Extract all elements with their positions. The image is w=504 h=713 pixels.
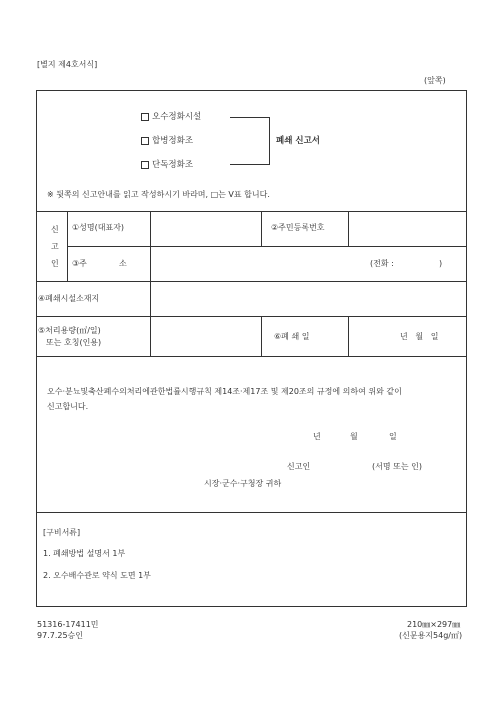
capacity-field[interactable] bbox=[151, 317, 260, 355]
address-label: ③주 bbox=[72, 259, 87, 268]
bracket-vertical bbox=[269, 117, 270, 165]
name-field[interactable] bbox=[151, 212, 260, 245]
checkbox-sewage-facility[interactable] bbox=[141, 113, 149, 121]
capacity-label-alt: 또는 호칭(인용) bbox=[46, 338, 102, 347]
resident-number-label: ②주민등록번호 bbox=[271, 223, 325, 232]
signer-label: 신고인 bbox=[287, 462, 311, 471]
checkbox-combined-septic[interactable] bbox=[141, 137, 149, 145]
page-side-label: (앞쪽) bbox=[424, 76, 446, 85]
instruction-text: ※ 뒷쪽의 신고안내를 읽고 작성하시기 바라며, □는 V표 합니다. bbox=[47, 190, 270, 199]
section-label-char: 인 bbox=[51, 259, 59, 268]
approval-date: 97.7.25승인 bbox=[37, 631, 83, 640]
phone-label: (전화 : bbox=[370, 259, 394, 268]
option-combined-septic: 합병정화조 bbox=[152, 136, 194, 146]
section-label-char: 고 bbox=[51, 242, 59, 251]
phone-close: ) bbox=[439, 259, 443, 268]
document-item: 2. 오수배수관로 약식 도면 1부 bbox=[43, 571, 151, 580]
bracket-bottom bbox=[230, 164, 270, 165]
closure-date-label: ⑥폐 쇄 일 bbox=[274, 332, 310, 341]
paper-type: (신문용지54g/㎡) bbox=[399, 631, 463, 640]
checkbox-single-septic[interactable] bbox=[141, 161, 149, 169]
signature-note: (서명 또는 인) bbox=[372, 462, 422, 471]
date-year: 년 bbox=[313, 432, 321, 441]
addressee: 시장·군수·구청장 귀하 bbox=[204, 479, 282, 488]
facility-location-field[interactable] bbox=[151, 282, 466, 315]
declaration-text-end: 신고합니다. bbox=[47, 402, 89, 411]
paper-size: 210㎜×297㎜ bbox=[407, 620, 461, 629]
option-single-septic: 단독정화조 bbox=[152, 160, 194, 170]
bracket-top bbox=[230, 117, 270, 118]
date-month: 월 bbox=[350, 432, 358, 441]
form-number: [별지 제4호서식] bbox=[37, 60, 98, 69]
section-label-char: 신 bbox=[51, 225, 59, 234]
form-code: 51316-17411민 bbox=[37, 620, 99, 629]
form-title: 폐쇄 신고서 bbox=[276, 136, 321, 146]
address-label-end: 소 bbox=[119, 259, 127, 268]
resident-number-field[interactable] bbox=[349, 212, 466, 245]
name-label: ①성명(대표자) bbox=[72, 223, 125, 232]
closure-date-field[interactable]: 년 월 일 bbox=[400, 332, 439, 341]
option-sewage-facility: 오수정화시설 bbox=[152, 112, 202, 122]
declaration-text: 오수·분뇨및축산폐수의처리에관한법률시행규칙 제14조·제17조 및 제20조의 규정에 의하여 위와 같이 bbox=[47, 387, 402, 396]
documents-heading: [구비서류] bbox=[43, 528, 81, 537]
facility-location-label: ④폐쇄시설소재지 bbox=[38, 294, 100, 303]
address-field[interactable] bbox=[151, 247, 361, 280]
document-item: 1. 폐쇄방법 설명서 1부 bbox=[43, 549, 126, 558]
date-day: 일 bbox=[389, 432, 397, 441]
capacity-label: ⑤처리용량(㎥/일) bbox=[38, 326, 101, 335]
